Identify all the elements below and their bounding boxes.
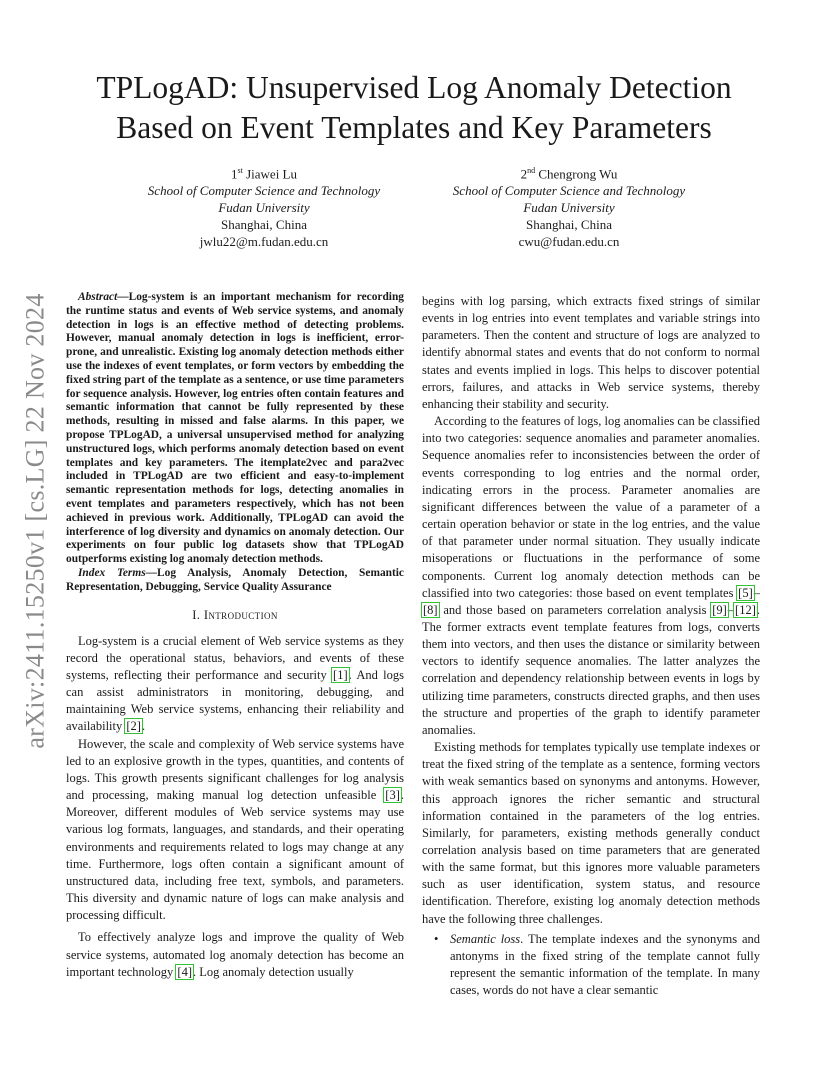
index-terms: Index Terms—Log Analysis, Anomaly Detection, Semantic Representation, Debugging, Service Quality Assurance: [66, 566, 404, 593]
citation-link[interactable]: [2]: [126, 719, 141, 734]
paragraph: To effectively analyze logs and improve the quality of Web service systems, automated log anomaly detection has become an important technology [4]. Log anomaly detection usually: [66, 930, 404, 979]
right-column: [422, 293, 760, 999]
author-name: 1st Jiawei Lu: [231, 166, 297, 182]
citation-link[interactable]: [8]: [423, 602, 438, 617]
title-line-1: TPLogAD: Unsupervised Log Anomaly Detection: [96, 70, 732, 105]
title-line-2: Based on Event Templates and Key Parameters: [116, 110, 712, 145]
paragraph: Existing methods for templates typically use template indexes or treat the fixed string of the template as a sentence, forming vectors with weak semantics based on synonyms and antonyms. However, this approach ignores the richer semantic and structural information contained in the parameters of the log entries. Similarly, for parameters, existing methods generally conduct correlation analysis based on time parameters that are generated with the same format, but this ignores more valuable parameters such as user identification, system status, and resource identification. Therefore, existing log anomaly detection methods have the following three challenges.: [422, 740, 760, 926]
list-item: • Semantic loss. The template indexes and the synonyms and antonyms in the fixed string of the template cannot fully represent the semantic information of the template. In many cases, words do not have a clear semantic: [450, 931, 760, 1000]
author-location: Shanghai, China: [526, 217, 612, 233]
citation-link[interactable]: [1]: [333, 668, 348, 682]
paragraph: According to the features of logs, log anomalies can be classified into two categories: sequence anomalies and parameter anomalies. Sequence anomalies refer to inconsistencies between the order of events corresponding to log entries and the normal order, indicating errors in the process. Parameter anomalies are significant differences between the value of a parameter of a certain operation behavior or state in the log entries, and the value of that parameter under normal situation. They usually indicate misoperations or fluctuations in the performance of some components. Current log anomaly detection methods can be classified into two categories: those based on event templates [5]–[8] and those based on parameters correlation analysis [9]–[12]. The former extracts event template features from logs, converts them into vectors, and then uses the distance or similarity between vectors to identify sequence anomalies. The latter analyzes the correlation and dependency relationship between events in logs by utilizing time parameters, constructs directed graphs, and then uses the structure and properties of the graph to identify parameter anomalies.: [422, 414, 760, 737]
arxiv-sidebar: [10, 276, 62, 766]
author-university: Fudan University: [218, 200, 310, 216]
citation-link[interactable]: [5]: [738, 585, 753, 600]
challenge-list: [422, 931, 760, 1000]
paragraph: begins with log parsing, which extracts fixed strings of similar events in log entries into event templates and variable strings into parameters. Then the content and structure of logs are analyzed to identify abnormal states and events that do not conform to normal states and events implied in logs. This helps to discover potential errors, failures, and attacks in Web service systems, thereby enhancing their stability and security.: [422, 294, 760, 411]
author-school: School of Computer Science and Technology: [147, 183, 381, 199]
author-block-1: [114, 162, 414, 250]
citation-link[interactable]: [3]: [385, 788, 400, 803]
paper-title: [64, 68, 764, 148]
author-email: cwu@fudan.edu.cn: [518, 234, 620, 250]
section-heading: I. Introduction: [192, 607, 278, 622]
citation-link[interactable]: [4]: [177, 964, 192, 979]
left-column: [66, 291, 404, 981]
author-location: Shanghai, China: [221, 217, 307, 233]
citation-link[interactable]: [9]: [712, 602, 727, 617]
abstract: Abstract—Log-system is an important mechanism for recording the runtime status and events of Web service systems, and anomaly detection in logs is an effective method of detecting problems. However, manual anomaly detection in logs is inefficient, error-prone, and unrealistic. Existing log anomaly detection methods either use the indexes of event templates, or form vectors by embedding the fixed string part of the template as a sentence, or use time parameters for sequence analysis. However, log entries often contain features and semantic information that cannot be fully represented by these methods, resulting in missed and false alarms. In this paper, we propose TPLogAD, a universal unsupervised method for analyzing unstructured logs, which performs anomaly detection based on event templates and key parameters. The itemplate2vec and para2vec included in TPLogAD are two efficient and easy-to-implement semantic representation methods for logs, detecting anomalies in event templates and parameters respectively, which has not been achieved in previous work. Additionally, TPLogAD can avoid the interference of log diversity and dynamics on anomaly detection. Our experiments on four public log datasets show that TPLogAD outperforms existing log anomaly detection methods.: [66, 291, 404, 566]
author-email: jwlu22@m.fudan.edu.cn: [199, 234, 329, 250]
author-name: 2nd Chengrong Wu: [520, 166, 618, 182]
author-school: School of Computer Science and Technology: [452, 183, 686, 199]
citation-link[interactable]: [12]: [735, 602, 756, 617]
arxiv-identifier: arXiv:2411.15250v1 [cs.LG] 22 Nov 2024: [21, 293, 50, 749]
paragraph: Log-system is a crucial element of Web service systems as they record the operational status, behaviors, and events of these systems, reflecting their performance and security [1]. And logs can assist administrators in monitoring, debugging, and maintaining Web service systems, enhancing their reliability and availability [2].: [66, 633, 404, 734]
author-block-2: [419, 162, 719, 250]
author-university: Fudan University: [523, 200, 615, 216]
paragraph: However, the scale and complexity of Web service systems have led to an explosive growth in the types, quantities, and contents of logs. This growth presents significant challenges for log analysis and processing, making manual log detection unfeasible [3]. Moreover, different modules of Web service systems may use various log formats, languages, and standards, and their operating environments and requirements related to logs may change at any time. Furthermore, logs often contain a significant amount of unstructured data, including free text, symbols, and parameters. This diversity and dynamic nature of logs can make analysis and processing difficult.: [66, 736, 404, 923]
